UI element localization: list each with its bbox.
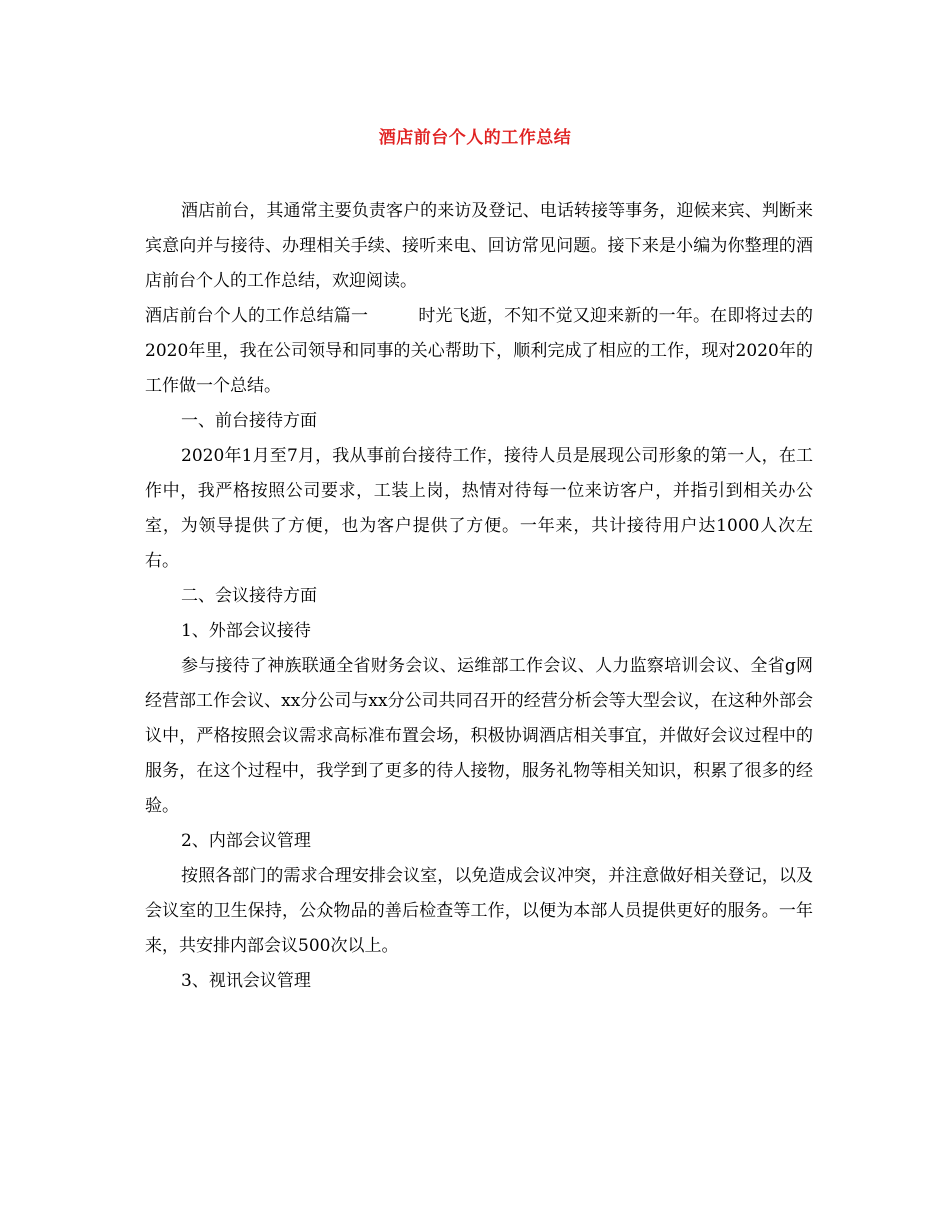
part-heading: 酒店前台个人的工作总结篇一 <box>145 306 369 326</box>
subsection-two-heading: 2、内部会议管理 <box>181 831 311 851</box>
part-opening-text: 时光飞逝，不知不觉又迎来新的一年。在即将过去的2020年里，我在公司领导和同事的关心帮助下，顺利完成了相应的工作，现对2020年的工作做一个总结。 <box>145 306 814 396</box>
intro-paragraph: 酒店前台，其通常主要负责客户的来访及登记、电话转接等事务，迎候来宾、判断来宾意向并与接待、办理相关手续、接听来电、回访常见问题。接下来是小编为你整理的酒店前台个人的工作总结，欢迎阅读。 <box>145 201 813 291</box>
subsection-one-heading: 1、外部会议接待 <box>181 621 311 641</box>
section-one-paragraph: 2020年1月至7月，我从事前台接待工作，接待人员是展现公司形象的第一人，在工作中，我严格按照公司要求，工装上岗，热情对待每一位来访客户，并指引到相关办公室，为领导提供了方便，也为客户提供了方便。一年来，共计接待用户达1000人次左右。 <box>145 446 813 571</box>
part-one-paragraph <box>145 299 813 404</box>
subsection-one-paragraph: 参与接待了神族联通全省财务会议、运维部工作会议、人力监察培训会议、全省g网经营部工作会议、xx分公司与xx分公司共同召开的经营分析会等大型会议，在这种外部会议中，严格按照会议需求高标准布置会场，积极协调酒店相关事宜，并做好会议过程中的服务，在这个过程中，我学到了更多的待人接物，服务礼物等相关知识，积累了很多的经验。 <box>145 656 813 816</box>
subsection-two-paragraph: 按照各部门的需求合理安排会议室，以免造成会议冲突，并注意做好相关登记，以及会议室的卫生保持，公众物品的善后检查等工作，以便为本部人员提供更好的服务。一年来，共安排内部会议500次以上。 <box>145 866 813 956</box>
document-body <box>145 194 813 999</box>
section-two-heading: 二、会议接待方面 <box>181 586 317 606</box>
section-one-heading: 一、前台接待方面 <box>181 411 317 431</box>
document-title: 酒店前台个人的工作总结 <box>378 128 572 148</box>
subsection-three-heading: 3、视讯会议管理 <box>181 971 311 991</box>
